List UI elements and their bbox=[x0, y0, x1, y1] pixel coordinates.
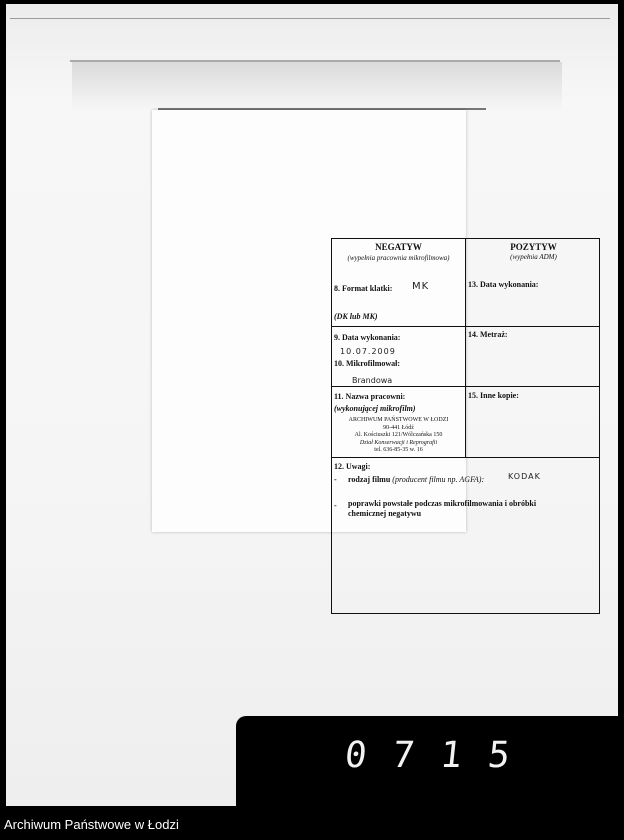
row-divider bbox=[332, 326, 599, 327]
field9-label: 9. Data wykonania: bbox=[334, 333, 401, 342]
field12-label: 12. Uwagi: bbox=[334, 462, 371, 471]
film-type-line bbox=[348, 475, 484, 484]
bullet: - bbox=[334, 501, 337, 510]
field10-value: Brandowa bbox=[352, 376, 393, 385]
row-divider bbox=[332, 457, 599, 458]
field10-label: 10. Mikrofilmował: bbox=[334, 359, 401, 368]
archive-name: Archiwum Państwowe w Łodzi bbox=[4, 817, 179, 832]
field15-label: 15. Inne kopie: bbox=[468, 391, 519, 400]
scan-shadow bbox=[72, 62, 562, 112]
field8-label: 8. Format klatki: bbox=[334, 284, 393, 293]
field14-label: 14. Metraż: bbox=[468, 330, 508, 339]
scan-border-line bbox=[10, 18, 610, 19]
negative-subheader: (wypełnia pracownia mikrofilmowa) bbox=[347, 254, 450, 262]
microfilm-card bbox=[152, 110, 557, 532]
negative-header: NEGATYW bbox=[375, 242, 422, 252]
stamp-line: tel. 636-85-35 w. 16 bbox=[374, 447, 423, 453]
field13-label: 13. Data wykonania: bbox=[468, 280, 539, 289]
row-divider bbox=[332, 386, 599, 387]
stamp-line: 90-441 Łódź bbox=[383, 424, 414, 431]
corrections-line-2: chemicznej negatywu bbox=[348, 509, 422, 518]
film-type-value: KODAK bbox=[508, 472, 541, 481]
frame-counter: 0715 bbox=[342, 735, 538, 776]
film-type-label: rodzaj filmu bbox=[348, 475, 391, 484]
corrections-line-1: poprawki powstałe podczas mikrofilmowania i obróbki bbox=[348, 499, 537, 508]
film-type-note: (producent filmu np. AGFA): bbox=[392, 475, 485, 484]
stamp-line: ARCHIWUM PAŃSTWOWE W ŁODZI bbox=[348, 417, 449, 423]
microfilm-form bbox=[331, 238, 600, 614]
field11-label: 11. Nazwa pracowni: bbox=[334, 392, 406, 401]
field8-note: (DK lub MK) bbox=[334, 312, 378, 321]
field11-note: (wykonującej mikrofilm) bbox=[334, 404, 416, 413]
bullet: - bbox=[334, 475, 337, 484]
stamp-line: Dział Konserwacji i Reprografii bbox=[359, 439, 438, 446]
archive-stamp bbox=[332, 417, 465, 455]
positive-subheader: (wypełnia ADM) bbox=[510, 253, 557, 261]
positive-header: POZYTYW bbox=[510, 242, 557, 252]
stamp-line: Al. Kościuszki 121/Wólczańska 150 bbox=[354, 432, 443, 438]
column-divider bbox=[465, 239, 466, 457]
field8-value: MK bbox=[412, 281, 430, 292]
field9-value: 10.07.2009 bbox=[340, 347, 396, 356]
